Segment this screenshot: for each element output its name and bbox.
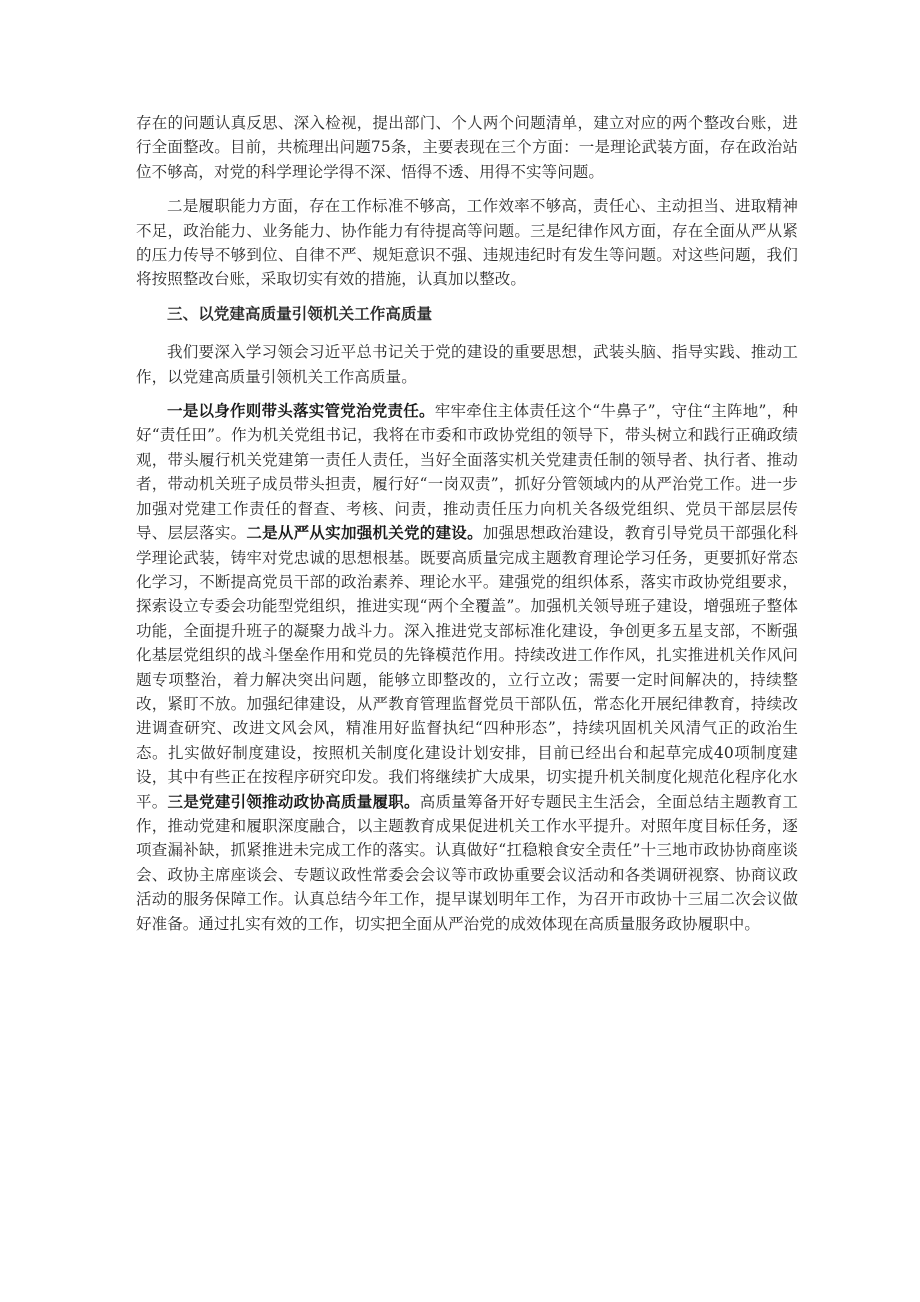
paragraph-continuation: 存在的问题认真反思、深入检视，提出部门、个人两个问题清单，建立对应的两个整改台账，进行全面整改。目前，共梳理出问题75条，主要表现在三个方面：一是理论武装方面，存在政治站位不够高，对党的科学理论学得不深、悟得不透、用得不实等问题。 [136, 114, 798, 181]
lead-point-2: 二是从严从实加强机关党的建设。 [246, 523, 483, 543]
paragraph-intro: 我们要深入学习领会习近平总书记关于党的建设的重要思想，武装头脑、指导实践、推动工作，以党建高质量引领机关工作高质量。 [136, 343, 798, 386]
lead-point-1: 一是以身作则带头落实管党治党责任。 [167, 401, 435, 421]
lead-point-3: 三是党建引领推动政协高质量履职。 [167, 791, 420, 811]
paragraph-performance-issues: 二是履职能力方面，存在工作标准不够高，工作效率不够高，责任心、主动担当、进取精神不足，政治能力、业务能力、协作能力有待提高等问题。三是纪律作风方面，存在全面从严从紧的压力传导不够到位、自律不严、规矩意识不强、违规违纪时有发生等问题。对这些问题，我们将按照整改台账，采取切实有效的措施，认真加以整改。 [136, 197, 798, 289]
section-heading-3: 三、以党建高质量引领机关工作高质量 [167, 303, 433, 323]
point-3-text: 高质量筹备开好专题民主生活会，全面总结主题教育工作，推动党建和履职深度融合，以主题教育成果促进机关工作水平提升。对照年度目标任务，逐项查漏补缺，抓紧推进未完成工作的落实。认真做好“扛稳粮食安全责任”十三地市政协协商座谈会、政协主席座谈会、专题议政性常委会会议等市政协重要会议活动和各类调研视察、协商议政活动的服务保障工作。认真总结今年工作，提早谋划明年工作，为召开市政协十三届二次会议做好准备。通过扎实有效的工作，切实把全面从严治党的成效体现在高质量服务政协履职中。 [136, 792, 798, 933]
document-page [136, 111, 798, 946]
point-2-text: 加强思想政治建设，教育引导党员干部强化科学理论武装，铸牢对党忠诚的思想根基。既要高质量完成主题教育理论学习任务，更要抓好常态化学习，不断提高党员干部的政治素养、理论水平。建强党的组织体系，落实市政协党组要求，探索设立专委会功能型党组织，推进实现“两个全覆盖”。加强机关领导班子建设，增强班子整体功能，全面提升班子的凝聚力战斗力。深入推进党支部标准化建设，争创更多五星支部，不断强化基层党组织的战斗堡垒作用和党员的先锋模范作用。持续改进工作作风，扎实推进机关作风问题专项整治，着力解决突出问题，能够立即整改的，立行立改；需要一定时间解决的，持续整改，紧盯不放。加强纪律建设，从严教育管理监督党员干部队伍，常态化开展纪律教育，持续改进调查研究、改进文风会风，精准用好监督执纪“四种形态”，持续巩固机关风清气正的政治生态。扎实做好制度建设，按照机关制度化建设计划安排，目前已经出台和起草完成40项制度建设，其中有些正在按程序研究印发。我们将继续扩大成果，切实提升机关制度化规范化程序化水平。 [136, 524, 798, 811]
point-1-text: 牢牢牵住主体责任这个“牛鼻子”，守住“主阵地”，种好“责任田”。作为机关党组书记，我将在市委和市政协党组的领导下，带头树立和践行正确政绩观，带头履行机关党建第一责任人责任，当好全面落实机关党建责任制的领导者、执行者、推动者，带动机关班子成员带头担责，履行好“一岗双责”，抓好分管领域内的从严治党工作。进一步加强对党建工作责任的督查、考核、问责，推动责任压力向机关各级党组织、党员干部层层传导、层层落实。 [136, 402, 798, 543]
paragraph-measures [136, 399, 798, 936]
